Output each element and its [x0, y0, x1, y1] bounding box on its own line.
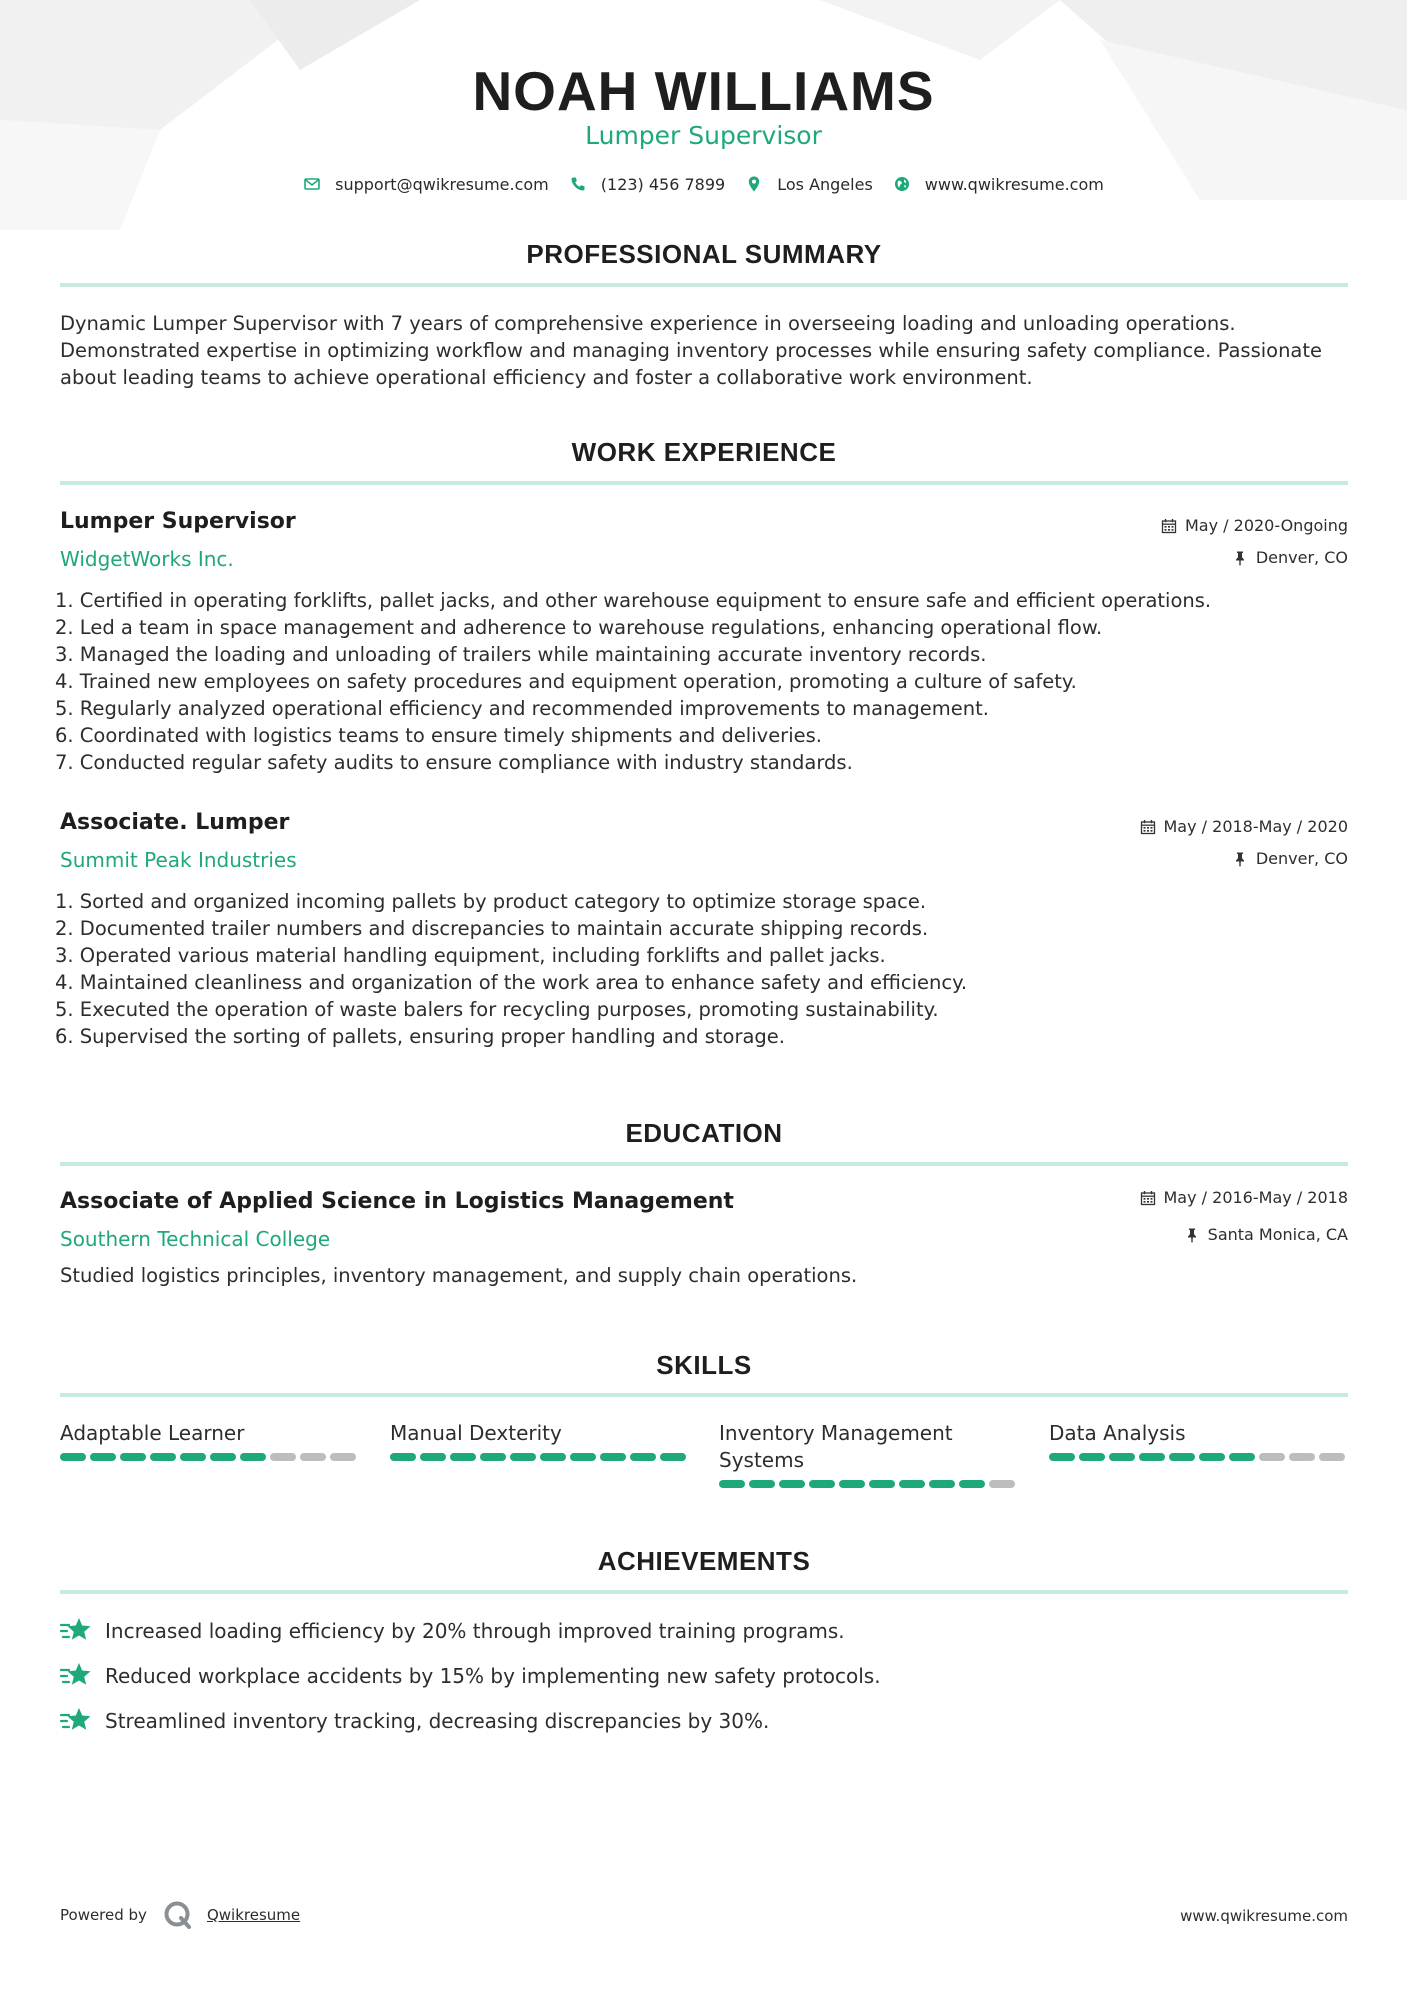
- school-name: Southern Technical College: [60, 1227, 331, 1251]
- skill-name: Data Analysis: [1049, 1421, 1186, 1445]
- powered-by-label: Powered by: [60, 1906, 147, 1924]
- skill-segment-filled: [120, 1453, 146, 1461]
- skill-segment-filled: [1169, 1453, 1195, 1461]
- skill-segment-empty: [1319, 1453, 1345, 1461]
- skill-item: [719, 1420, 1019, 1488]
- experience-heading: WORK EXPERIENCE: [571, 437, 837, 467]
- duty-item: 1. Certified in operating forklifts, pallet jacks, and other warehouse equipment to ensure safe and efficient operations.: [55, 589, 1212, 612]
- education-dates-text: May / 2016-May / 2018: [1163, 1188, 1348, 1207]
- skill-segment-filled: [450, 1453, 476, 1461]
- pushpin-icon: [1232, 851, 1248, 867]
- star-achievement-icon: [60, 1706, 92, 1736]
- achievement-text: Streamlined inventory tracking, decreasing discrepancies by 30%.: [105, 1708, 770, 1733]
- skill-segment-filled: [749, 1480, 775, 1488]
- skill-segment-filled: [90, 1453, 116, 1461]
- skill-segment-filled: [210, 1453, 236, 1461]
- qwikresume-logo: [163, 1900, 193, 1930]
- job-location: [1232, 849, 1348, 869]
- skill-segment-filled: [839, 1480, 865, 1488]
- location-text: Los Angeles: [777, 174, 873, 194]
- qwikresume-link[interactable]: Qwikresume: [206, 1906, 301, 1924]
- star-achievement-icon: [60, 1616, 92, 1646]
- skill-segment-filled: [240, 1453, 266, 1461]
- duty-item: 3. Operated various material handling equipment, including forklifts and pallet jacks.: [55, 944, 886, 967]
- skill-level-bar: [390, 1453, 690, 1461]
- skill-segment-filled: [719, 1480, 745, 1488]
- job-company: WidgetWorks Inc.: [60, 547, 234, 571]
- contact-location: [745, 175, 873, 194]
- skill-segment-empty: [1259, 1453, 1285, 1461]
- skill-segment-empty: [330, 1453, 356, 1461]
- job-dates: [1161, 516, 1348, 536]
- job-dates-text: May / 2018-May / 2020: [1163, 817, 1348, 836]
- skill-segment-empty: [989, 1480, 1015, 1488]
- education-dates: [1140, 1188, 1349, 1208]
- skill-segment-filled: [180, 1453, 206, 1461]
- duty-item: 4. Maintained cleanliness and organization of the work area to enhance safety and efficiency.: [55, 971, 968, 994]
- duty-item: 2. Documented trailer numbers and discrepancies to maintain accurate shipping records.: [55, 917, 929, 940]
- star-achievement-icon: [60, 1661, 92, 1691]
- skill-segment-filled: [660, 1453, 686, 1461]
- footer-website[interactable]: www.qwikresume.com: [1180, 1907, 1348, 1925]
- skill-name: Inventory Management Systems: [719, 1421, 953, 1472]
- achievement-item: [60, 1704, 1260, 1738]
- skill-segment-filled: [929, 1480, 955, 1488]
- degree-title: Associate of Applied Science in Logistics Management: [60, 1189, 734, 1214]
- job-title: Associate. Lumper: [60, 810, 290, 835]
- skill-level-bar: [1049, 1453, 1349, 1461]
- skill-segment-filled: [570, 1453, 596, 1461]
- job-duties-list: [55, 587, 1345, 776]
- duty-item: 2. Led a team in space management and adherence to warehouse regulations, enhancing operational flow.: [55, 616, 1103, 639]
- job-duties-list: [55, 888, 1345, 1050]
- skill-segment-filled: [959, 1480, 985, 1488]
- website-text: www.qwikresume.com: [924, 174, 1104, 194]
- skill-segment-filled: [1229, 1453, 1255, 1461]
- achievement-item: [60, 1614, 1260, 1648]
- contact-email[interactable]: [303, 175, 549, 194]
- pushpin-icon: [1184, 1227, 1200, 1243]
- duty-item: 6. Supervised the sorting of pallets, ensuring proper handling and storage.: [55, 1025, 785, 1048]
- skill-segment-filled: [390, 1453, 416, 1461]
- education-location-text: Santa Monica, CA: [1207, 1225, 1348, 1244]
- skill-segment-filled: [779, 1480, 805, 1488]
- skill-segment-filled: [150, 1453, 176, 1461]
- calendar-icon: [1161, 518, 1177, 534]
- skill-name: Manual Dexterity: [390, 1421, 562, 1445]
- skill-segment-filled: [1049, 1453, 1075, 1461]
- duty-item: 5. Regularly analyzed operational efficiency and recommended improvements to management.: [55, 697, 989, 720]
- achievement-item: [60, 1659, 1260, 1693]
- duty-item: 1. Sorted and organized incoming pallets by product category to optimize storage space.: [55, 890, 927, 913]
- skill-segment-filled: [1199, 1453, 1225, 1461]
- summary-heading: PROFESSIONAL SUMMARY: [526, 239, 882, 269]
- contact-website[interactable]: [893, 175, 1104, 194]
- candidate-name: NOAH WILLIAMS: [472, 60, 935, 122]
- email-text: support@qwikresume.com: [335, 174, 549, 194]
- skill-segment-filled: [600, 1453, 626, 1461]
- job-dates: [1140, 817, 1349, 837]
- skill-segment-empty: [300, 1453, 326, 1461]
- skill-segment-filled: [510, 1453, 536, 1461]
- skill-segment-empty: [1289, 1453, 1315, 1461]
- skill-item: [60, 1420, 360, 1461]
- skill-item: [390, 1420, 690, 1461]
- job-location-text: Denver, CO: [1255, 849, 1348, 868]
- experience-divider: [60, 481, 1348, 485]
- skill-level-bar: [60, 1453, 360, 1461]
- achievement-text: Increased loading efficiency by 20% through improved training programs.: [105, 1618, 845, 1643]
- achievements-heading: ACHIEVEMENTS: [597, 1546, 811, 1576]
- skills-divider: [60, 1393, 1348, 1397]
- skill-segment-filled: [630, 1453, 656, 1461]
- education-divider: [60, 1162, 1348, 1166]
- skill-level-bar: [719, 1480, 1019, 1488]
- globe-icon: [893, 175, 911, 193]
- skill-segment-filled: [420, 1453, 446, 1461]
- skill-segment-filled: [60, 1453, 86, 1461]
- duty-item: 6. Coordinated with logistics teams to ensure timely shipments and deliveries.: [55, 724, 822, 747]
- skill-segment-filled: [899, 1480, 925, 1488]
- calendar-icon: [1140, 819, 1156, 835]
- skill-segment-filled: [809, 1480, 835, 1488]
- pushpin-icon: [1232, 550, 1248, 566]
- duty-item: 4. Trained new employees on safety procedures and equipment operation, promoting a culture of safety.: [55, 670, 1077, 693]
- map-pin-icon: [745, 175, 763, 193]
- skill-segment-filled: [869, 1480, 895, 1488]
- contact-phone[interactable]: [569, 175, 725, 194]
- skill-segment-filled: [1079, 1453, 1105, 1461]
- phone-icon: [569, 175, 587, 193]
- job-title: Lumper Supervisor: [60, 509, 296, 534]
- skill-segment-empty: [270, 1453, 296, 1461]
- skill-segment-filled: [540, 1453, 566, 1461]
- skill-segment-filled: [480, 1453, 506, 1461]
- job-dates-text: May / 2020-Ongoing: [1185, 516, 1348, 535]
- contact-bar: [0, 172, 1407, 196]
- job-location-text: Denver, CO: [1255, 548, 1348, 567]
- job-location: [1232, 548, 1348, 568]
- duty-item: 7. Conducted regular safety audits to ensure compliance with industry standards.: [55, 751, 853, 774]
- summary-text: Dynamic Lumper Supervisor with 7 years of comprehensive experience in overseeing loading and unloading operations. Demonstrated expertise in optimizing workflow and managing inventory processes while ensuring safety compliance. Passionate about leading teams to achieve operational efficiency and foster a collaborative work environment.: [60, 312, 1323, 389]
- summary-divider: [60, 283, 1348, 287]
- skill-segment-filled: [1109, 1453, 1135, 1461]
- education-location: [1184, 1225, 1348, 1245]
- skill-item: [1049, 1420, 1349, 1461]
- envelope-icon: [303, 175, 321, 193]
- skills-heading: SKILLS: [656, 1350, 752, 1380]
- achievements-divider: [60, 1590, 1348, 1594]
- duty-item: 5. Executed the operation of waste balers for recycling purposes, promoting sustainability.: [55, 998, 939, 1021]
- skill-name: Adaptable Learner: [60, 1421, 245, 1445]
- skill-segment-filled: [1139, 1453, 1165, 1461]
- phone-text: (123) 456 7899: [600, 174, 726, 194]
- calendar-icon: [1140, 1190, 1156, 1206]
- achievement-text: Reduced workplace accidents by 15% by implementing new safety protocols.: [105, 1663, 881, 1688]
- job-company: Summit Peak Industries: [60, 848, 297, 872]
- education-description: Studied logistics principles, inventory management, and supply chain operations.: [60, 1264, 858, 1287]
- duty-item: 3. Managed the loading and unloading of trailers while maintaining accurate inventory records.: [55, 643, 987, 666]
- education-heading: EDUCATION: [625, 1118, 783, 1148]
- candidate-role: Lumper Supervisor: [585, 121, 822, 150]
- footer-powered-by: [60, 1900, 300, 1930]
